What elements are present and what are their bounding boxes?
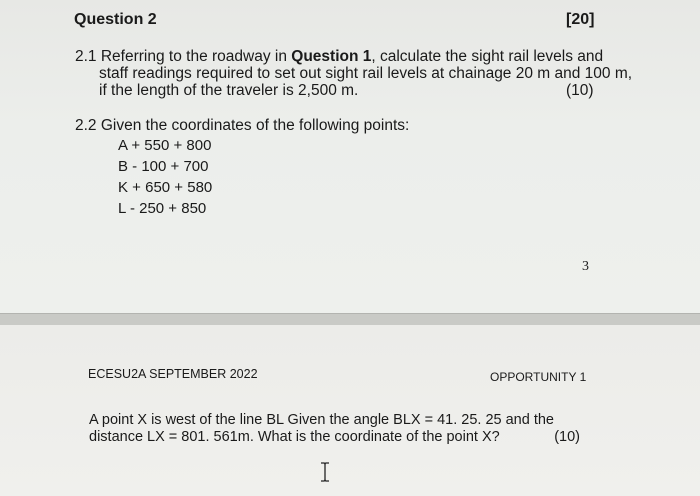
question-3-text [89,412,580,446]
q21-line1-suffix: , calculate the sight rail levels and [371,48,604,65]
question-2-2-heading: 2.2 Given the coordinates of the following points: [75,117,410,134]
page-bottom [0,325,700,496]
question-3-line2-row [89,429,580,446]
coordinate-item: B - 100 + 700 [118,158,209,175]
question-3-line2: distance LX = 801. 561m. What is the coordinate of the point X? [89,429,500,445]
coordinate-item: K + 650 + 580 [118,179,213,196]
text-cursor-icon [318,462,332,482]
question-2-1-line2: staff readings required to set out sight rail levels at chainage 20 m and 100 m, [99,65,633,82]
question-3-marks: (10) [554,429,580,445]
question-title: Question 2 [74,11,157,28]
page-number: 3 [582,259,589,274]
question-marks: [20] [566,11,595,28]
footer-opportunity: OPPORTUNITY 1 [490,370,587,384]
question-2-1-line3: if the length of the traveler is 2,500 m. [99,82,359,99]
coordinate-item: L - 250 + 850 [118,200,207,217]
question-2-1 [75,48,632,99]
coordinate-list [118,135,212,219]
footer-course-code: ECESU2A SEPTEMBER 2022 [88,367,258,381]
question-2-1-marks: (10) [566,82,594,99]
q21-line1-prefix: 2.1 Referring to the roadway in [75,48,292,65]
question-3-line1: A point X is west of the line BL Given the angle BLX = 41. 25. 25 and the [89,412,554,428]
question-2-1-line1 [75,48,632,65]
coordinate-item: A + 550 + 800 [118,137,212,154]
q21-line1-bold: Question 1 [291,48,372,65]
